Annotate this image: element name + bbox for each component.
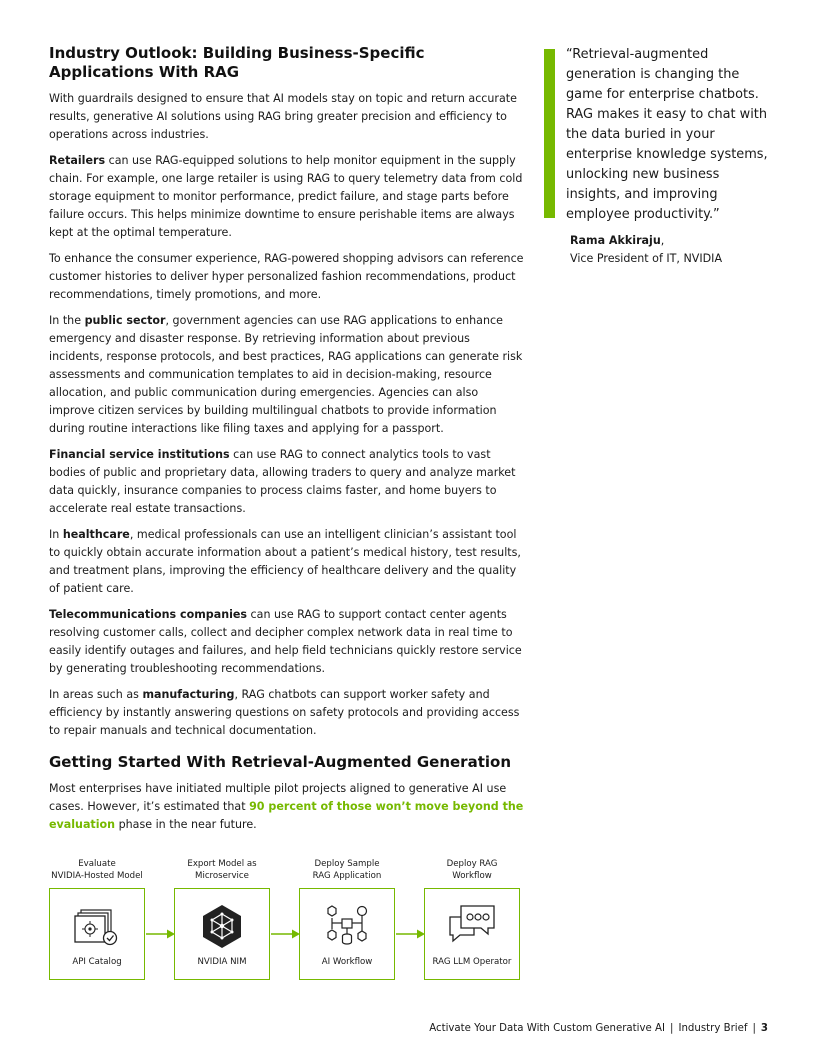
arrow-icon bbox=[146, 928, 176, 940]
step-label-line2: RAG Application bbox=[312, 870, 382, 881]
retailers-term: Retailers bbox=[49, 154, 106, 167]
mfg-text: , RAG chatbots can support worker safety and efficiency by instantly answering questions on safety protocols and providing access to repair manuals and technical documentation. bbox=[49, 688, 520, 737]
step-caption: RAG LLM Operator bbox=[432, 957, 512, 967]
page-number: 3 bbox=[760, 1023, 768, 1034]
workflow-step-api-catalog bbox=[49, 854, 145, 967]
step-label-line1: Export Model as bbox=[187, 859, 257, 869]
telecom-paragraph bbox=[49, 606, 524, 678]
financial-term: Financial service institutions bbox=[49, 448, 230, 461]
footer-separator: | bbox=[752, 1023, 756, 1034]
public-sector-paragraph bbox=[49, 312, 524, 438]
step-label-line2: Workflow bbox=[452, 870, 492, 881]
step-box bbox=[174, 888, 270, 980]
intro-paragraph: With guardrails designed to ensure that AI models stay on topic and return accurate results, generative AI solutions using RAG bring greater precision and efficiency to operations across industries. bbox=[49, 92, 517, 141]
arrow-icon bbox=[396, 928, 426, 940]
step-box bbox=[424, 888, 520, 980]
main-column bbox=[49, 44, 524, 842]
gs-pre: Most enterprises have initiated multiple pilot projects aligned to generative AI use cases. However, it’s estimated that bbox=[49, 782, 507, 813]
section-heading-getting-started: Getting Started With Retrieval-Augmented Generation bbox=[49, 753, 511, 771]
quote-author-name: Rama Akkiraju bbox=[570, 234, 661, 247]
chat-bubbles-icon bbox=[447, 901, 497, 951]
nim-cube-icon bbox=[197, 901, 247, 951]
consumer-paragraph: To enhance the consumer experience, RAG-powered shopping advisors can reference customer histories to deliver hyper personalized fashion recommendations, product recommendations, timely promotions, and more. bbox=[49, 252, 524, 301]
section-heading-industry-outlook: Industry Outlook: Building Business-Specific Applications With RAG bbox=[49, 44, 425, 81]
step-caption: API Catalog bbox=[72, 957, 122, 967]
arrow-icon bbox=[271, 928, 301, 940]
gs-post: phase in the near future. bbox=[115, 818, 257, 831]
manufacturing-paragraph bbox=[49, 686, 524, 740]
step-caption: AI Workflow bbox=[321, 957, 373, 967]
workflow-step-ai-workflow bbox=[299, 854, 395, 967]
step-label bbox=[49, 854, 145, 882]
financial-paragraph bbox=[49, 446, 524, 518]
health-pre: In bbox=[49, 528, 63, 541]
mfg-pre: In areas such as bbox=[49, 688, 143, 701]
step-label bbox=[174, 854, 270, 882]
api-catalog-icon bbox=[72, 901, 122, 951]
quote-text: “Retrieval-augmented generation is changing the game for enterprise chatbots. RAG makes it easy to chat with the data buried in your enterprise knowledge systems, unlocking new business insights, and improving employee productivity.” bbox=[566, 47, 768, 222]
quote-accent-bar bbox=[544, 49, 555, 218]
quote-author-comma: , bbox=[660, 234, 665, 247]
healthcare-term: healthcare bbox=[62, 528, 130, 541]
healthcare-paragraph bbox=[49, 526, 524, 598]
step-label bbox=[299, 854, 395, 882]
step-label bbox=[424, 854, 520, 882]
public-text: , government agencies can use RAG applications to enhance emergency and disaster response. By retrieving information about previous incidents, response protocols, and best practices, RAG applications can generate risk assessments and communication templates to aid in decision-making, resource allocation, and public communication during emergencies. Agencies can also improve citizen services by building multilingual chatbots to provide information during routine interactions like filing taxes and applying for a passport. bbox=[49, 314, 523, 435]
financial-text: can use RAG to connect analytics tools to vast bodies of public and proprietary data, allowing traders to query and analyze market data quickly, insurance companies to process claims faster, and home buyers to accelerate real estate transactions. bbox=[49, 448, 516, 515]
workflow-diagram bbox=[49, 854, 524, 984]
workflow-step-nvidia-nim bbox=[174, 854, 270, 967]
public-sector-term: public sector bbox=[84, 314, 166, 327]
footer-doc-type: Industry Brief bbox=[678, 1023, 748, 1034]
step-label-line1: Evaluate bbox=[78, 859, 116, 869]
step-label-line1: Deploy Sample bbox=[314, 859, 380, 869]
footer-separator: | bbox=[670, 1023, 674, 1034]
workflow-step-rag-llm-operator bbox=[424, 854, 520, 967]
highlight-statistic: 90 percent of those won’t move beyond the evaluation bbox=[49, 800, 524, 831]
step-caption: NVIDIA NIM bbox=[197, 957, 247, 967]
step-label-line2: Microservice bbox=[195, 870, 249, 881]
step-box bbox=[299, 888, 395, 980]
telecom-text: can use RAG to support contact center agents resolving customer calls, collect and decipher complex network data in real time to easily identify outages and failures, and help field technicians quickly restore service by generating troubleshooting recommendations. bbox=[49, 608, 522, 675]
quote-author bbox=[570, 232, 664, 250]
workflow-icon bbox=[322, 901, 372, 951]
manufacturing-term: manufacturing bbox=[142, 688, 235, 701]
public-pre: In the bbox=[49, 314, 85, 327]
telecom-term: Telecommunications companies bbox=[49, 608, 248, 621]
step-box bbox=[49, 888, 145, 980]
page-footer bbox=[429, 1022, 768, 1036]
health-text: , medical professionals can use an intelligent clinician’s assistant tool to quickly obtain accurate information about a patient’s medical history, test results, and treatment plans, improving the efficiency of healthcare delivery and the quality of patient care. bbox=[49, 528, 521, 595]
retailers-text: can use RAG-equipped solutions to help monitor equipment in the supply chain. For example, one large retailer is using RAG to query telemetry data from cold storage equipment to monitor performance, predict failure, and stage parts before failure occurs. This helps minimize downtime to ensure perishable items are always kept at the optimal temperature. bbox=[49, 154, 523, 239]
footer-doc-title: Activate Your Data With Custom Generative AI bbox=[429, 1023, 666, 1034]
getting-started-paragraph bbox=[49, 780, 524, 834]
retailers-paragraph bbox=[49, 152, 524, 242]
step-label-line2: NVIDIA-Hosted Model bbox=[51, 870, 143, 881]
quote-author-role: Vice President of IT, NVIDIA bbox=[570, 252, 723, 265]
step-label-line1: Deploy RAG bbox=[446, 859, 498, 869]
